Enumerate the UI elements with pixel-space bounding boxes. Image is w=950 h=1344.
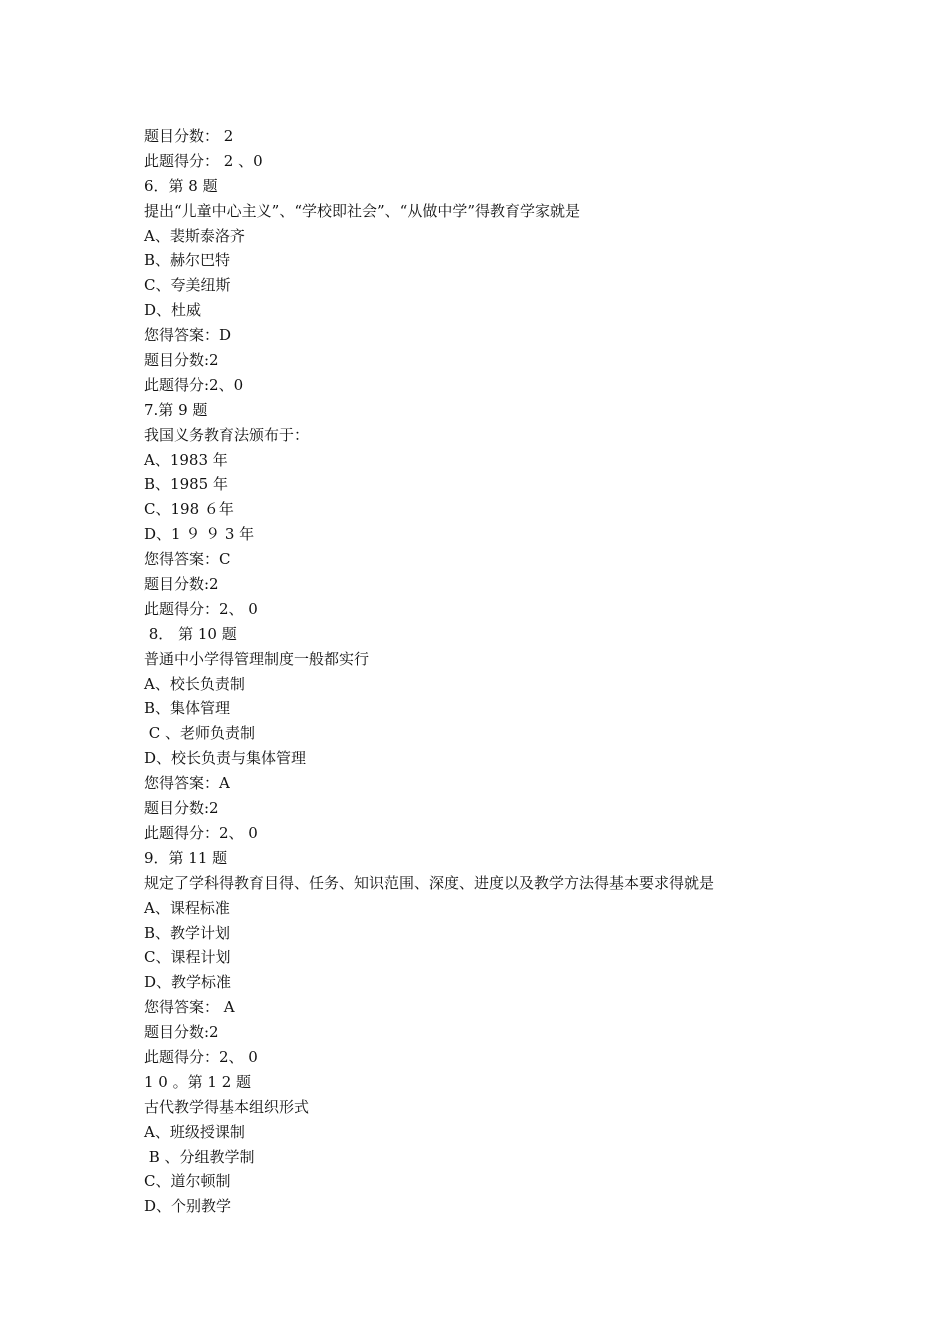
score-label: 题目分数:2	[144, 351, 219, 370]
earned-score: 此题得分： 2 、0	[144, 151, 263, 170]
your-answer: 您得答案：A	[144, 774, 230, 793]
question-text: 我国义务教育法颁布于：	[144, 425, 310, 444]
option-c: C、课程计划	[144, 948, 231, 967]
question-text: 普通中小学得管理制度一般都实行	[144, 649, 370, 668]
earned-score: 此题得分：2、 0	[144, 1047, 258, 1066]
earned-score: 此题得分:2、0	[144, 375, 244, 394]
option-b: B 、分组教学制	[144, 1147, 255, 1166]
option-d: D、1 ９ ９ 3 年	[144, 525, 255, 544]
option-c: C、198 ６年	[144, 500, 234, 519]
question-text: 提出“儿童中心主义”、“学校即社会”、“从做中学”得教育学家就是	[144, 201, 581, 220]
option-c: C 、老师负责制	[144, 724, 256, 743]
option-c: C、夸美纽斯	[144, 276, 231, 295]
question-text: 古代教学得基本组织形式	[144, 1097, 310, 1116]
option-b: B、1985 年	[144, 475, 228, 494]
option-b: B、教学计划	[144, 923, 231, 942]
question-heading: 1 0 。第 1 2 题	[144, 1072, 252, 1091]
score-label: 题目分数:2	[144, 575, 219, 594]
earned-score: 此题得分：2、 0	[144, 599, 258, 618]
option-d: D、教学标准	[144, 973, 232, 992]
option-c: C、道尔顿制	[144, 1172, 231, 1191]
your-answer: 您得答案：C	[144, 550, 231, 569]
question-heading: 7.第 9 题	[144, 400, 208, 419]
your-answer: 您得答案： A	[144, 998, 235, 1017]
question-heading: 8． 第 10 题	[144, 624, 237, 643]
option-d: D、杜威	[144, 301, 202, 320]
option-b: B、赫尔巴特	[144, 251, 231, 270]
document-body	[144, 124, 844, 1219]
your-answer: 您得答案：D	[144, 326, 232, 345]
option-d: D、校长负责与集体管理	[144, 749, 307, 768]
question-heading: 6．第 8 题	[144, 176, 218, 195]
score-label: 题目分数:2	[144, 799, 219, 818]
option-a: A、班级授课制	[144, 1122, 245, 1141]
option-b: B、集体管理	[144, 699, 231, 718]
option-a: A、1983 年	[144, 450, 228, 469]
question-heading: 9．第 11 题	[144, 848, 228, 867]
option-a: A、课程标准	[144, 898, 230, 917]
earned-score: 此题得分：2、 0	[144, 823, 258, 842]
option-a: A、校长负责制	[144, 674, 245, 693]
option-a: A、裴斯泰洛齐	[144, 226, 245, 245]
score-label: 题目分数:2	[144, 1023, 219, 1042]
option-d: D、个别教学	[144, 1197, 232, 1216]
question-text: 规定了学科得教育目得、任务、知识范围、深度、进度以及教学方法得基本要求得就是	[144, 873, 715, 892]
score-label: 题目分数： 2	[144, 127, 234, 145]
